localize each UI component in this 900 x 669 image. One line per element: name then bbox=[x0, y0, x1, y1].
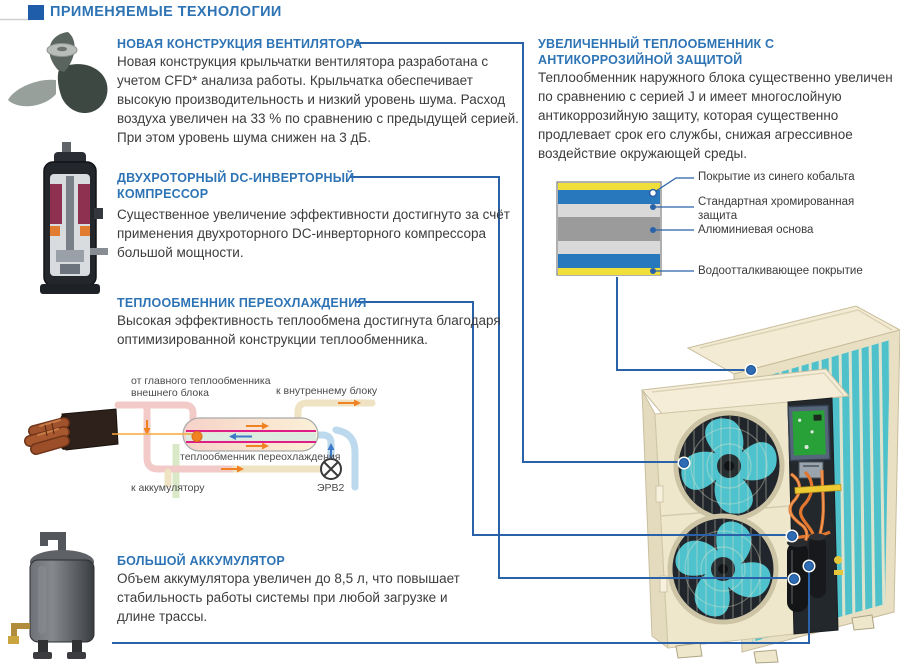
service-valve bbox=[834, 556, 842, 564]
layer-label-chrome-protection: Стандартная хромированная защита bbox=[698, 196, 855, 222]
section-body-fan: Новая конструкция крыльчатки вентилятора разработана с учетом CFD* анализа работы. Крыльчатка обеспечивает высокую производительность и низкий уровень шума. Расход воздуха увеличен на 33 % по сравнению с предыдущей серией. При этом уровень шума снижен на 3 дБ. bbox=[117, 54, 519, 145]
layer-yellow-bottom bbox=[558, 268, 660, 275]
section-body-compressor: Существенное увеличение эффективности достигнуто за счёт применения двухроторного DC-инверторного компрессора большой мощности. bbox=[117, 207, 510, 260]
section-body-heat-exchanger: Теплообменник наружного блока существенно увеличен по сравнению с серией J и имеет многослойную антикоррозийную защиту, которая существенно продлевает срок его службы, снижая агрессивное воздействие окружающей среды. bbox=[538, 70, 893, 161]
accumulator-tank-image bbox=[8, 536, 94, 659]
section-heading-compressor: ДВУХРОТОРНЫЙ DC-ИНВЕРТОРНЫЙ КОМПРЕССОР bbox=[117, 171, 355, 201]
coating-layers-diagram bbox=[557, 178, 694, 275]
section-body-subcooler: Высокая эффективность теплообмена достигнута благодаря оптимизированной конструкции теплообменника. bbox=[117, 313, 501, 347]
back-unit-foot bbox=[852, 615, 874, 630]
section-heading-fan: НОВАЯ КОНСТРУКЦИЯ ВЕНТИЛЯТОРА bbox=[117, 37, 363, 51]
upper-fan bbox=[676, 413, 782, 519]
section-body-accumulator: Объем аккумулятора увеличен до 8,5 л, что повышает стабильность работы системы при любой загрузке и длине трассы. bbox=[117, 571, 460, 624]
outdoor-unit-illustration bbox=[642, 306, 900, 663]
layer-blue-top bbox=[558, 190, 660, 204]
diagram-label-to-accumulator: к аккумулятору bbox=[131, 482, 205, 494]
section-heading-accumulator: БОЛЬШОЙ АККУМУЛЯТОР bbox=[117, 554, 285, 568]
diagram-label-subcool-hx: теплообменник переохлаждения bbox=[180, 451, 341, 463]
diagram-label-to-indoor-unit: к внутреннему блоку bbox=[276, 385, 378, 397]
section-heading-subcooler: ТЕПЛООБМЕННИК ПЕРЕОХЛАЖДЕНИЯ bbox=[117, 296, 367, 310]
layer-chrome-bottom bbox=[558, 241, 660, 254]
diagram-label-from-main-hx: от главного теплообменника внешнего блока bbox=[131, 375, 271, 399]
layer-blue-bottom bbox=[558, 254, 660, 268]
page-title: ПРИМЕНЯЕМЫЕ ТЕХНОЛОГИИ bbox=[50, 4, 282, 20]
compressor-cutaway-image bbox=[40, 142, 108, 294]
diagram-label-valve: ЭРВ2 bbox=[317, 482, 345, 494]
front-unit-foot bbox=[754, 650, 778, 663]
fan-propeller-image bbox=[8, 32, 107, 113]
copper-pipe-cutaway-image bbox=[30, 409, 118, 450]
service-valve bbox=[834, 570, 843, 575]
terminal-box bbox=[799, 462, 823, 478]
pcb-board bbox=[788, 405, 830, 460]
orange-point bbox=[192, 432, 202, 442]
layer-chrome-top bbox=[558, 204, 660, 217]
layer-yellow-top bbox=[558, 183, 660, 190]
front-unit-foot bbox=[676, 643, 702, 658]
layer-aluminium bbox=[558, 217, 660, 241]
section-heading-heat-exchanger: УВЕЛИЧЕННЫЙ ТЕПЛООБМЕННИК С АНТИКОРРОЗИЙНОЙ ЗАЩИТОЙ bbox=[538, 37, 775, 67]
layer-label-cobalt-coating: Покрытие из синего кобальта bbox=[698, 171, 855, 183]
layer-label-aluminium-base: Алюминиевая основа bbox=[698, 224, 814, 236]
title-square-icon bbox=[28, 5, 44, 20]
layer-label-water-repellent: Водоотталкивающее покрытие bbox=[698, 265, 863, 277]
lower-fan bbox=[668, 514, 778, 624]
side-handle bbox=[656, 486, 663, 502]
